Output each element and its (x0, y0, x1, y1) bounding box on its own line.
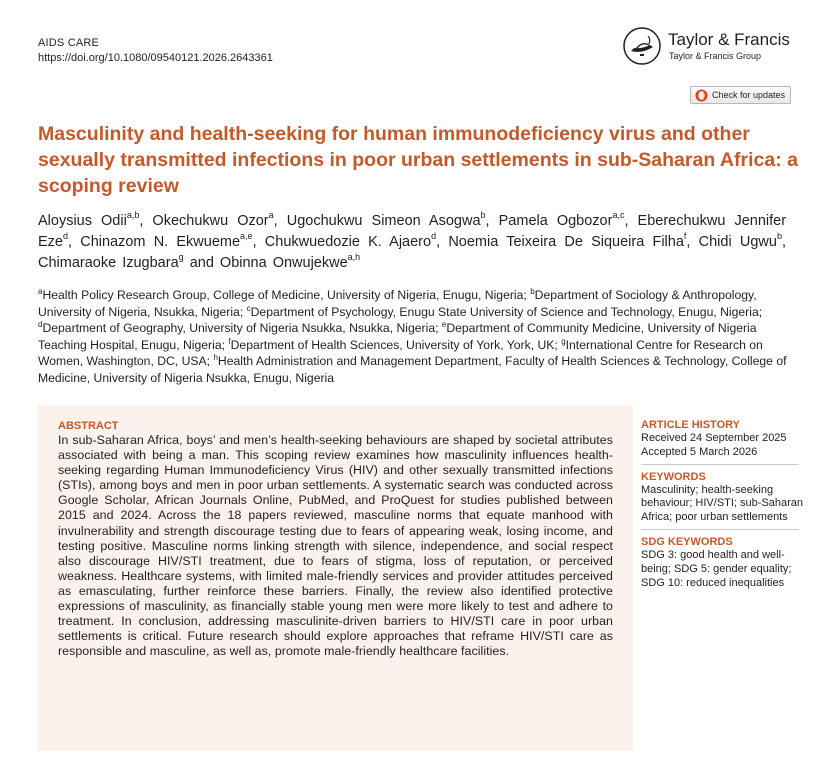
keywords-text: Masculinity; health-seeking behaviour; HIV/STI; sub-Saharan Africa; poor urban settlements (641, 483, 804, 524)
affiliation-text: Health Policy Research Group, College of Medicine, University of Nigeria, Enugu, Nigeria; (42, 288, 527, 302)
sdg-keywords-heading: SDG KEYWORDS (641, 535, 733, 548)
affiliation-marker: h (213, 353, 218, 363)
publisher-lamp-icon (622, 26, 662, 66)
author-affiliation-marker: d (431, 231, 437, 242)
author-name[interactable]: Obinna Onwujekwe (219, 255, 348, 271)
author-affiliation-marker: a,c (612, 210, 625, 221)
author-affiliation-marker: b (776, 231, 782, 242)
publisher-logo (622, 26, 802, 66)
author-affiliation-marker: g (178, 252, 184, 263)
affiliation-marker: d (38, 320, 43, 330)
affiliation-text: Health Administration and Management Department, Faculty of Health Sciences & Technology, College of Medicine, University of Nigeria Nsukka, Enugu, Nigeria (38, 354, 787, 385)
check-for-updates-label: Check for updates (712, 90, 786, 100)
author-name[interactable]: Chimaraoke Izugbara (38, 255, 179, 271)
affiliation-marker: e (441, 320, 447, 330)
author-list: Aloysius Odii$^{a,b}$, Okechukwu Ozor$^a$, Ugochukwu Simeon Asogwa$^b$, Pamela Ogbozor$^{a,c}$, Eberechukwu Jennifer Eze$^d$, Chinazom N. Ekwueme$^{a,e}$, Chukwuedozie K. Ajaero$^d$, Noemia Teixeira De Siqueira Filha$^f$, Chidi Ugwu$^b$, Chimaraoke Izugbara$^g$ and Obinna Onwujekwe$^{a,h}$ (38, 210, 787, 271)
author-name[interactable]: Chukwuedozie K. Ajaero (264, 234, 432, 250)
author-affiliation-marker: a,e (240, 231, 253, 242)
affiliation-marker: a (38, 286, 43, 296)
divider (641, 529, 799, 530)
author-affiliation-marker: d (63, 231, 69, 242)
author-name[interactable]: Noemia Teixeira De Siqueira Filha (448, 234, 684, 250)
author-name[interactable]: Ugochukwu Simeon Asogwa (286, 213, 481, 229)
author-affiliation-marker: a (268, 210, 274, 221)
author-name[interactable]: Chinazom N. Ekwueme (80, 234, 241, 250)
affiliation-marker: b (530, 286, 535, 296)
journal-name: AIDS CARE (38, 37, 100, 49)
abstract-heading: ABSTRACT (58, 420, 119, 432)
author-name[interactable]: Eberechukwu Jennifer Eze (38, 213, 787, 250)
affiliation-text: Department of Health Sciences, University of York, York, UK; (230, 337, 558, 352)
doi-link[interactable]: https://doi.org/10.1080/09540121.2026.2643361 (38, 52, 273, 64)
publisher-group: Taylor & Francis Group (669, 51, 762, 61)
affiliation-text: Department of Sociology & Anthropology, University of Nigeria, Nsukka, Nigeria; (38, 288, 757, 319)
divider (641, 464, 799, 465)
affiliation-text: Department of Geography, University of Nigeria Nsukka, Nsukka, Nigeria; (42, 321, 439, 336)
affiliation-text: Department of Community Medicine, University of Nigeria Teaching Hospital, Enugu, Nigeria; (38, 321, 757, 352)
affiliation-text: Department of Psychology, Enugu State University of Science and Technology, Enugu, Nigeria; (250, 304, 763, 319)
affiliation-marker: c (246, 303, 251, 313)
author-name[interactable]: Chidi Ugwu (698, 234, 777, 250)
affiliation-text: International Centre for Research on Women, Washington, DC, USA; (38, 337, 763, 369)
author-name[interactable]: Aloysius Odii (38, 213, 127, 229)
article-info-sidebar (641, 419, 806, 590)
author-affiliation-marker: f (683, 231, 687, 242)
affiliation-marker: g (561, 336, 566, 346)
affiliations (38, 287, 790, 387)
author-affiliation-marker: a,h (347, 252, 361, 263)
affiliation-marker: f (228, 336, 231, 346)
keywords-heading: KEYWORDS (641, 470, 706, 483)
received-date: Received 24 September 2025 (641, 432, 787, 444)
author-conjunction: and (189, 255, 214, 271)
check-for-updates-button[interactable] (690, 86, 791, 104)
abstract-box (38, 405, 633, 751)
sdg-keywords-text: SDG 3: good health and well-being; SDG 5: gender equality; SDG 10: reduced inequalities (641, 548, 792, 589)
author-affiliation-marker: a,b (126, 210, 140, 221)
author-affiliation-marker: b (480, 210, 486, 221)
article-history-heading: ARTICLE HISTORY (641, 419, 741, 431)
publisher-name: Taylor & Francis (668, 30, 790, 49)
author-name[interactable]: Okechukwu Ozor (152, 213, 269, 229)
author-name[interactable]: Pamela Ogbozor (498, 213, 613, 229)
crossmark-icon (695, 89, 708, 102)
article-title: Masculinity and health-seeking for human immunodeficiency virus and other sexually transmitted infections in poor urban settlements in sub-Saharan Africa: a scoping review (38, 123, 798, 197)
accepted-date: Accepted 5 March 2026 (641, 445, 758, 458)
abstract-text: In sub-Saharan Africa, boys’ and men’s health-seeking behaviours are shaped by societal attributes associated with being a man. This scoping review examines how masculinity influences health-seeking regarding Human Immunodeficiency Virus (HIV) and other sexually transmitted infections (STIs), among boys and men in poor urban settlements. A systematic search was conducted across Google Scholar, African Journals Online, PubMed, and ProQuest for studies published between 2015 and 2024. Across the 18 papers reviewed, masculine norms that equate manhood with invulnerability and strength discourage testing due to fears of appearing weak, losing income, and testing positive. Masculine norms linking strength with silence, independence, and social respect also discourage HIV/STI treatment, due to fears of stigma, loss of reputation, or perceived weakness. Healthcare systems, with limited male-friendly services and provider attitudes perceived as emasculating, further reinforce these barriers. Finally, the review also identified protective expressions of masculinity, as financially stable young men were more likely to test and adhere to treatment. In conclusion, addressing masculinite-driven barriers to HIV/STI care in poor urban settlements is critical. Future research should explore approaches that reframe HIV/STI care as responsible and masculine, as well as, promote male-friendly healthcare facilities. (58, 433, 613, 659)
